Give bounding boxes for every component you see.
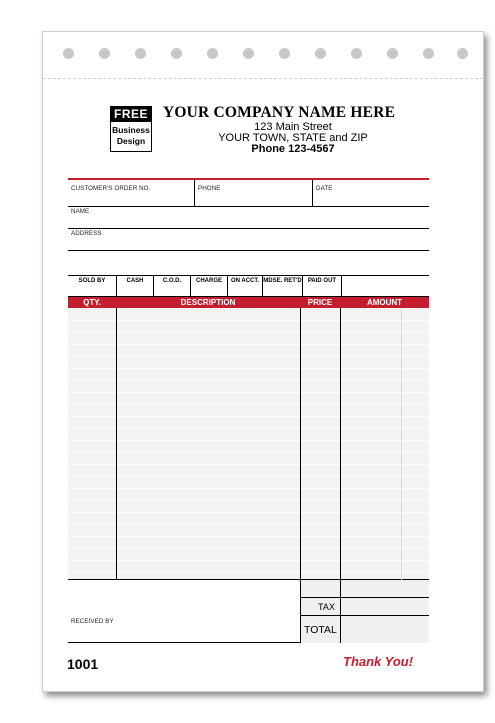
tax-row-top-rule (300, 597, 429, 598)
punch-hole-icon (63, 48, 74, 59)
description-column-header: DESCRIPTION (180, 298, 236, 307)
cod-cell: C.O.D. (153, 276, 190, 297)
sales-form-sheet (42, 31, 484, 692)
punch-hole-icon (457, 48, 468, 59)
received-by-rule (68, 642, 300, 643)
punch-hole-icon (423, 48, 434, 59)
totals-divider (340, 580, 341, 643)
punch-hole-icon (99, 48, 110, 59)
sold-by-cell: SOLD BY (78, 278, 106, 284)
on-account-cell: ON ACCT. (227, 276, 262, 297)
qty-column-divider (116, 308, 117, 580)
amount-column-header: AMOUNT (366, 298, 403, 307)
received-by-label: RECEIVED BY (71, 618, 114, 625)
payment-type-row (68, 275, 429, 297)
company-name: YOUR COMPANY NAME HERE (163, 104, 396, 121)
company-city-state-zip: YOUR TOWN, STATE and ZIP (218, 132, 368, 144)
blank-cell (341, 276, 429, 297)
punch-hole-icon (135, 48, 146, 59)
price-column-header: PRICE (307, 298, 333, 307)
paid-out-cell: PAID OUT (302, 276, 341, 297)
phone-label: PHONE (198, 185, 221, 192)
logo-free-text: FREE (111, 107, 151, 122)
form-number: 1001 (67, 656, 99, 672)
thank-you-text: Thank You! (343, 654, 414, 669)
logo-business-text: Business (112, 125, 150, 135)
punch-holes (43, 48, 483, 60)
logo-design-text: Design (116, 136, 146, 146)
field-divider (312, 180, 313, 207)
company-street: 123 Main Street (254, 121, 332, 133)
qty-column-header: QTY. (83, 298, 101, 307)
date-label: DATE (316, 185, 333, 192)
punch-hole-icon (315, 48, 326, 59)
name-label: NAME (71, 208, 90, 215)
items-table-header (68, 297, 429, 308)
free-business-design-logo (110, 106, 152, 152)
charge-cell: CHARGE (190, 276, 227, 297)
punch-hole-icon (279, 48, 290, 59)
header-top-rule (68, 178, 429, 180)
total-label: TOTAL (304, 624, 337, 636)
punch-hole-icon (387, 48, 398, 59)
cents-column-divider (401, 308, 402, 580)
tax-row-bottom-rule (300, 615, 429, 616)
company-phone: Phone 123-4567 (251, 143, 335, 155)
punch-hole-icon (207, 48, 218, 59)
perforation-line (43, 78, 483, 79)
punch-hole-icon (351, 48, 362, 59)
address-row-rule (68, 250, 429, 251)
totals-divider (300, 580, 301, 643)
items-table-body (68, 308, 429, 580)
customer-order-label: CUSTOMER'S ORDER NO. (71, 185, 151, 192)
cash-cell: CASH (116, 276, 153, 297)
field-divider (194, 180, 195, 207)
order-row-rule (68, 206, 429, 207)
merchandise-returned-cell: MDSE. RET'D (262, 276, 302, 297)
name-row-rule (68, 228, 429, 229)
tax-label: TAX (318, 602, 335, 612)
address-label: ADDRESS (71, 230, 102, 237)
punch-hole-icon (171, 48, 182, 59)
punch-hole-icon (243, 48, 254, 59)
